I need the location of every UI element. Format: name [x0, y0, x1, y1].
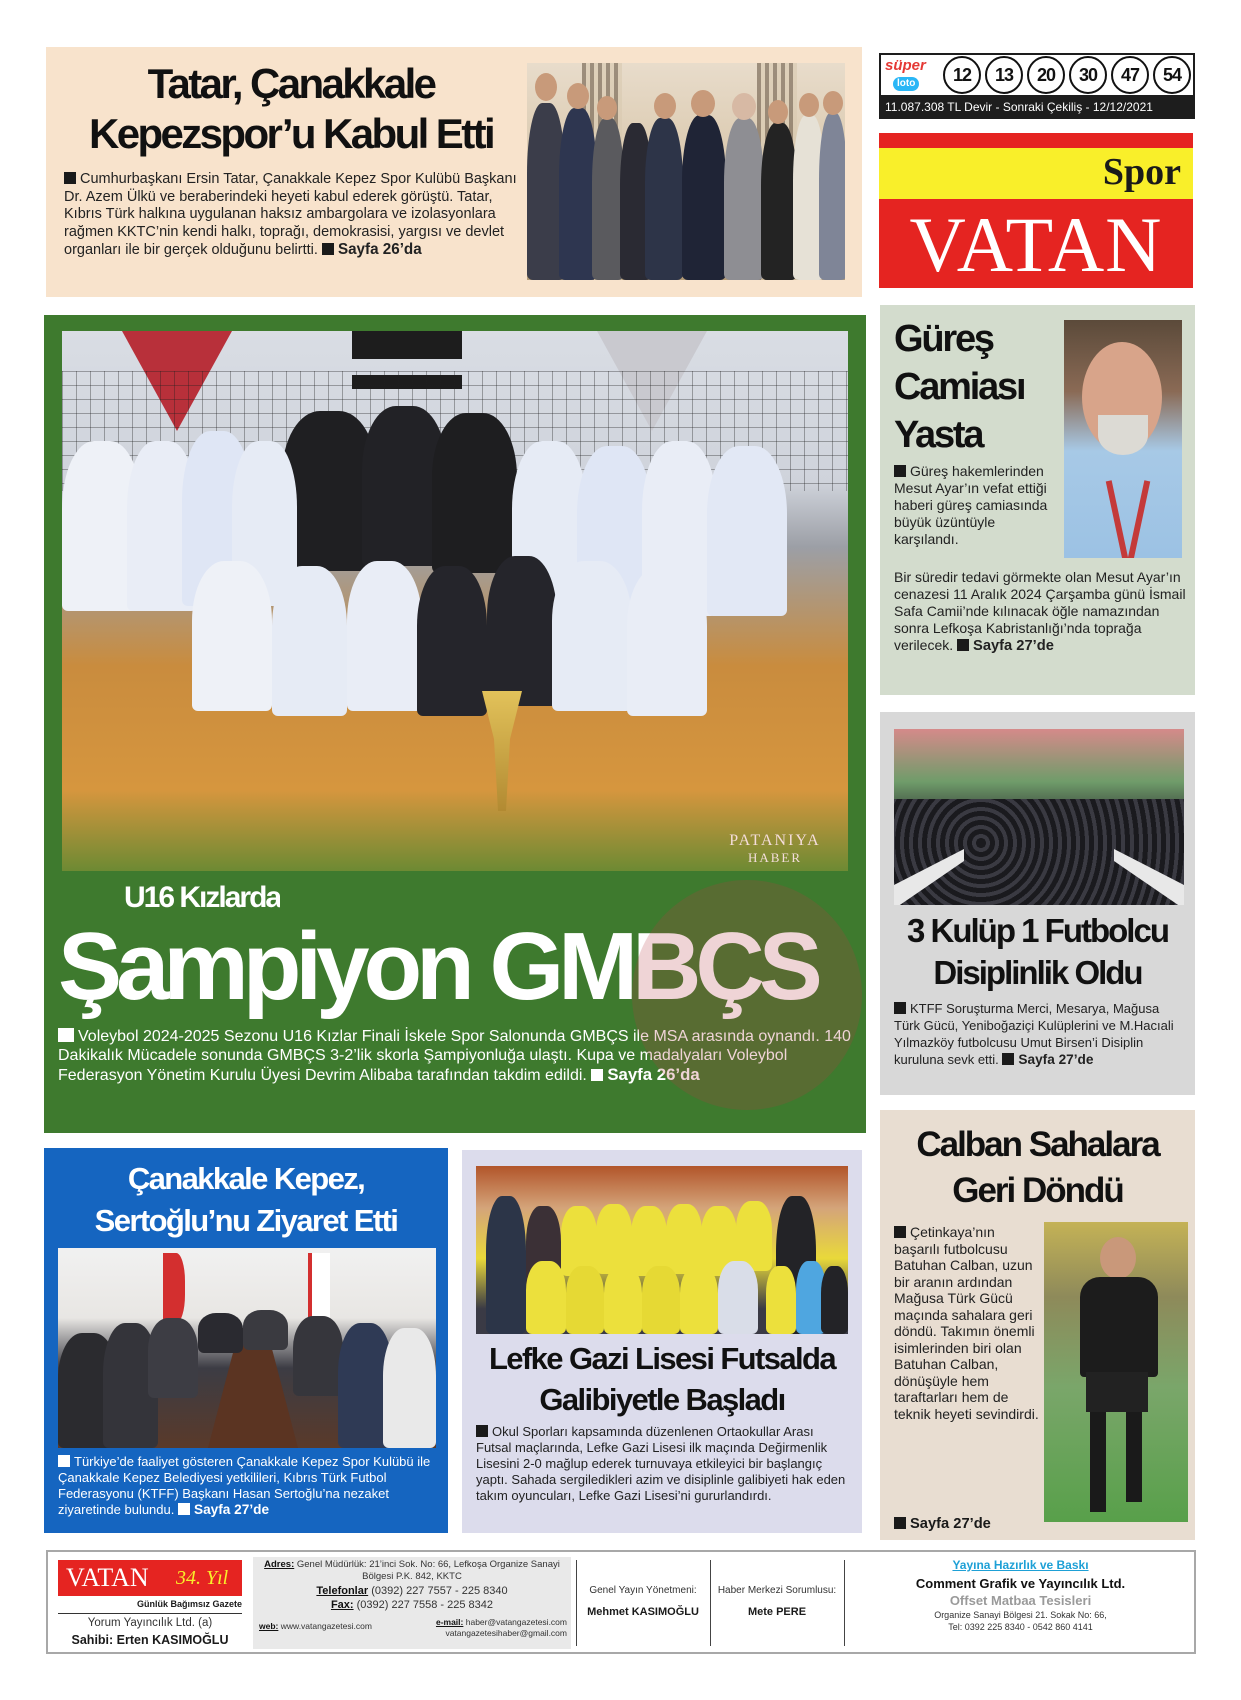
footer-divider [844, 1560, 845, 1646]
footer-divider [576, 1560, 577, 1646]
article-calban-returns [880, 1110, 1195, 1540]
main-feature-headline[interactable]: Şampiyon GMBÇS [58, 915, 817, 1019]
footer-owner: Sahibi: Erten KASIMOĞLU [71, 1633, 229, 1647]
main-feature-body [58, 1027, 854, 1127]
page-reference[interactable]: Sayfa 26’da [607, 1065, 700, 1084]
bullet-square-icon [957, 639, 969, 651]
bullet-square-icon [894, 1002, 906, 1014]
loto-ball: 13 [985, 56, 1023, 94]
super-loto-logo [881, 55, 941, 95]
article-photo-group[interactable] [527, 63, 845, 280]
bullet-square-icon [64, 172, 76, 184]
page-reference[interactable]: Sayfa 27’de [973, 638, 1054, 654]
loto-ball: 47 [1111, 56, 1149, 94]
article-gures-camiasi [880, 305, 1195, 695]
loto-ball: 12 [943, 56, 981, 94]
article-headline[interactable]: Lefke Gazi Lisesi Futsalda Galibiyetle Başladı [488, 1341, 836, 1417]
article-body: Güreş hakemlerinden Mesut Ayar’ın vefat ettiği haberi güreş camiasında büyük üzüntüyle karşılandı. [894, 463, 1048, 547]
footer-news-head: Haber Merkezi Sorumlusu: Mete PERE [717, 1585, 837, 1618]
bullet-square-icon [894, 1226, 906, 1238]
article-headline[interactable]: 3 Kulüp 1 Futbolcu Disiplinlik Oldu [907, 912, 1168, 991]
watermark-text: HABER [747, 850, 803, 865]
footer-tagline: Günlük Bağımsız Gazete [58, 1598, 242, 1614]
page-reference-line [894, 1514, 1042, 1534]
article-body: KTFF Soruşturma Merci, Mesarya, Mağusa Türk Gücü, Yeniboğaziçi Kulüplerini ve M.Hacıali Yılmazköy futbolcusu Umut Birsen’i Disiplin kuruluna sevk etti. Sayfa 27’de [894, 1001, 1174, 1067]
article-body: Okul Sporları kapsamında düzenlenen Ortaokullar Arası Futsal maçlarında, Lefke Gazi Lisesi ilk maçında Değirmenlik Lisesini 2-0 mağlup ederek turnuvaya etkileyici bir başlangıç yaptı. Sahada sergiledikleri azim ve disiplinle galibiyeti hak eden takım oyuncuları, Lefke Gazi Lisesi’ni gururlandırdı. [476, 1424, 846, 1503]
loto-brand: süper [885, 57, 926, 74]
page-reference[interactable]: Sayfa 27’de [1018, 1052, 1094, 1067]
article-gmbcs-champion [44, 315, 866, 1133]
main-feature-photo[interactable] [62, 331, 848, 871]
footer-publisher: Yorum Yayıncılık Ltd. (a) [87, 1617, 213, 1629]
headline-line-2: Kepezspor’u Kabul Etti [88, 110, 494, 157]
footer-editor: Genel Yayın Yönetmeni: Mehmet KASIMOĞLU [587, 1585, 699, 1618]
article-headline[interactable]: Calban Sahalara Geri Döndü [916, 1125, 1159, 1210]
bullet-square-icon [178, 1503, 190, 1515]
loto-ball: 30 [1069, 56, 1107, 94]
footer-web[interactable]: web: www.vatangazetesi.com [259, 1621, 372, 1631]
loto-balls [941, 55, 1193, 95]
super-loto-results [879, 53, 1195, 119]
crowd-photo[interactable] [894, 729, 1184, 905]
article-headline[interactable]: Çanakkale Kepez, Sertoğlu’nu Ziyaret Etti [94, 1161, 398, 1238]
bullet-square-icon [591, 1069, 603, 1081]
article-headline[interactable] [60, 59, 522, 161]
loto-ball: 54 [1153, 56, 1191, 94]
vatan-spor-masthead[interactable] [879, 133, 1193, 288]
bullet-square-icon [894, 465, 906, 477]
bullet-square-icon [894, 1517, 906, 1529]
article-body [64, 171, 520, 291]
article-lefke-futsal [462, 1150, 862, 1533]
article-body: Çetinkaya’nın başarılı futbolcusu Batuhan Calban, uzun bir aranın ardından Mağusa Türk Gücü maçında sahalara geri döndü. Takımın önemli isimlerinden biri olan Batuhan Calban, dönüşüyle hem taraftarları hem de teknik heyeti sevindirdi. [894, 1224, 1039, 1422]
bullet-square-icon [476, 1425, 488, 1437]
page-reference[interactable]: Sayfa 27’de [193, 1502, 270, 1517]
footer-address: Adres: Genel Müdürlük: 21’inci Sok. No: 66, Lefkoşa Organize Sanayi Bölgesi P.K. 842, KKTC [264, 1559, 560, 1582]
bullet-square-icon [58, 1455, 70, 1467]
portrait-photo[interactable] [1064, 320, 1182, 558]
masthead-section: Spor [1102, 151, 1181, 193]
headline-line-1: Tatar, Çanakkale [147, 60, 435, 107]
article-kepez-visit [44, 1148, 448, 1533]
watermark-text: PATANIYA [729, 832, 821, 849]
footer-divider [710, 1560, 711, 1646]
loto-ball: 20 [1027, 56, 1065, 94]
article-headline[interactable]: Güreş Camiası Yasta [894, 318, 1025, 456]
team-photo[interactable] [476, 1166, 848, 1334]
bullet-square-icon [58, 1028, 74, 1042]
masthead-name: VATAN [909, 201, 1163, 288]
article-body-text: Cumhurbaşkanı Ersin Tatar, Çanakkale Kepez Spor Kulübü Başkanı Dr. Azem Ülkü ve beraberindeki heyeti kabul ederek görüştü. Tatar, Kıbrıs Türk halkına uygulanan haksız ambargolara ve izolasyonlara rağmen KKTC’nin kendi halkı, toprağı, demokrasisi, yargısı ve devlet organları ile bir gerçek olduğunu belirtti. [64, 171, 517, 258]
loto-info: 11.087.308 TL Devir - Sonraki Çekiliş - 12/12/2021 [885, 100, 1153, 114]
page-reference[interactable]: Sayfa 27’de [910, 1516, 991, 1532]
bullet-square-icon [322, 243, 334, 255]
article-ktff-discipline [880, 712, 1195, 1095]
page-reference[interactable]: Sayfa 26’da [337, 241, 422, 258]
footer-phones: Telefonlar (0392) 227 7557 - 225 8340 Fax: (0392) 227 7558 - 225 8342 [316, 1585, 508, 1611]
meeting-photo[interactable] [58, 1248, 436, 1448]
bullet-square-icon [1002, 1053, 1014, 1065]
footer-vatan-logo[interactable]: VATAN 34. Yıl [58, 1560, 242, 1596]
article-body: Bir süredir tedavi görmekte olan Mesut Ayar’ın cenazesi 11 Aralık 2024 Çarşamba günü İsmail Safa Camii’nde kılınacak öğle namazından sonra Lefkoşa Kabristanlığı’nda toprağa verilecek. Sayfa 27’de [894, 569, 1186, 654]
article-tatar-kepezspor [46, 47, 862, 297]
loto-brand-sub: loto [893, 77, 919, 91]
footer-printing: Yayına Hazırlık ve Baskı Comment Grafik ve Yayıncılık Ltd. Offset Matbaa Tesisleri Organize Sanayi Bölgesi 21. Sokak No: 66, Tel: 0392 225 8340 - 0542 860 4141 [915, 1558, 1126, 1632]
footer-email[interactable]: e-mail: haber@vatangazetesi.com vatangazetesihaber@gmail.com [435, 1617, 567, 1638]
article-body: Türkiye’de faaliyet gösteren Çanakkale Kepez Spor Kulübü ile Çanakkale Kepez Belediyesi yetkilileri, Kıbrıs Türk Futbol Federasyonu (KTFF) Başkanı Hasan Sertoğlu’na nezaket ziyaretinde bulundu. Sayfa 27’de [58, 1454, 431, 1517]
footer-contact-block [253, 1557, 571, 1649]
main-feature-body-text: Voleybol 2024-2025 Sezonu U16 Kızlar Finali İskele Spor Salonunda GMBÇS ile MSA arasında oynandı. 140 Dakikalık Mücadele sonunda GMBÇS 3-2’lik skorla Şampiyonluğa ulaştı. Kupa ve madalyaları Voleybol Federasyon Yönetim Kurulu Üyesi Devrim Alibaba tarafından takdim edildi. [58, 1028, 851, 1084]
masthead-footer [46, 1550, 1196, 1654]
player-photo[interactable] [1044, 1222, 1188, 1522]
main-feature-kicker: U16 Kızlarda [124, 881, 281, 914]
